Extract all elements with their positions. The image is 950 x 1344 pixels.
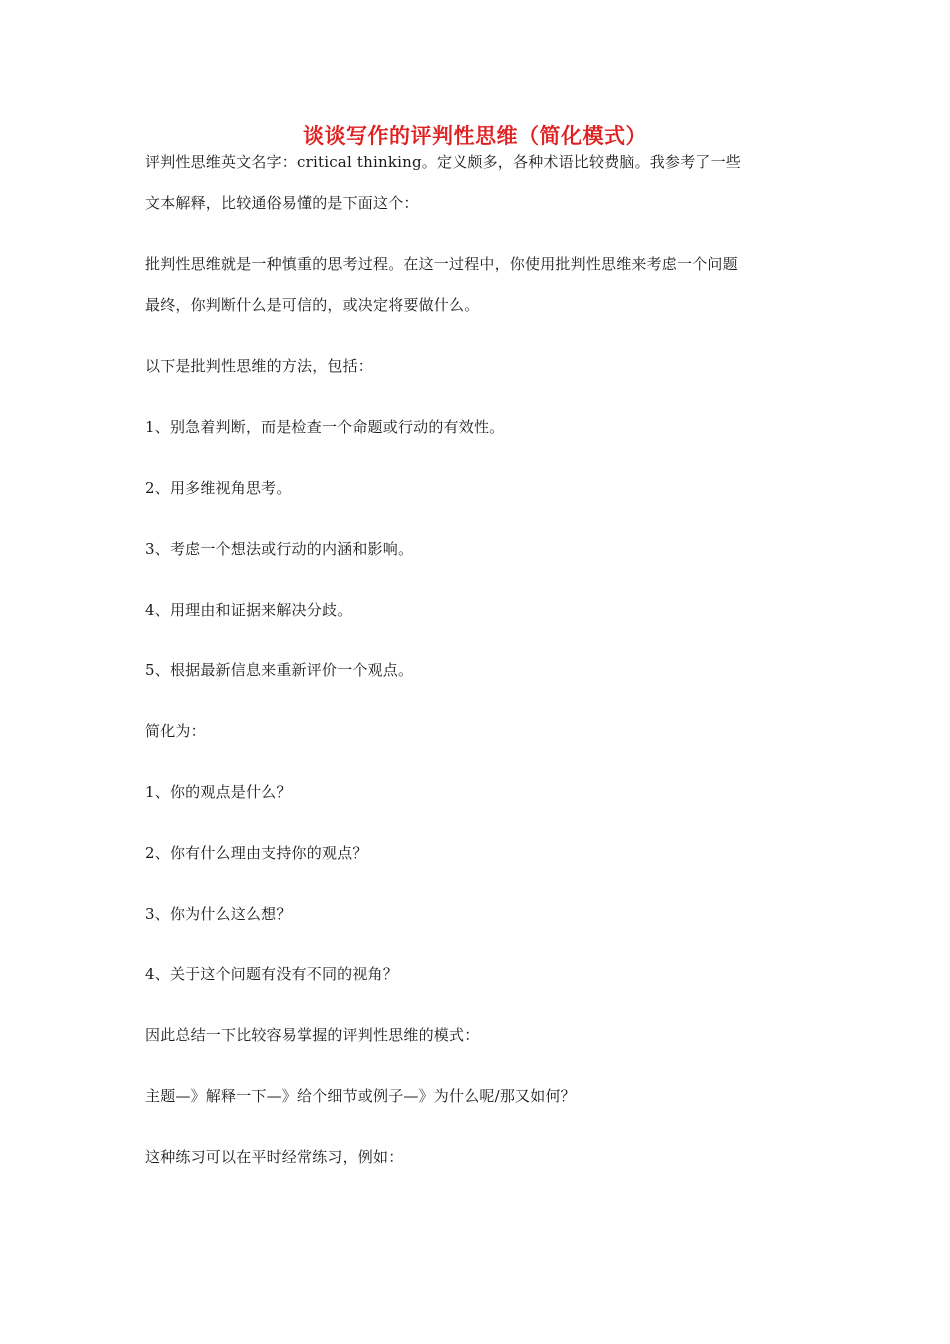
- body-line-4: 最终，你判断什么是可信的，或决定将要做什么。: [145, 296, 480, 314]
- question-item-4: 4、关于这个问题有没有不同的视角？: [145, 965, 398, 983]
- body-line-5: 以下是批判性思维的方法，包括：: [145, 357, 374, 375]
- body-line-3: 批判性思维就是一种慎重的思考过程。在这一过程中，你使用批判性思维来考虑一个问题: [145, 255, 738, 273]
- list-item-5: 5、根据最新信息来重新评价一个观点。: [145, 661, 414, 679]
- question-item-2: 2、你有什么理由支持你的观点？: [145, 844, 368, 862]
- question-item-3: 3、你为什么这么想？: [145, 905, 292, 923]
- body-line-practice: 这种练习可以在平时经常练习，例如：: [145, 1148, 404, 1166]
- question-item-1: 1、你的观点是什么？: [145, 783, 292, 801]
- list-item-4: 4、用理由和证据来解决分歧。: [145, 601, 353, 619]
- body-line-2: 文本解释，比较通俗易懂的是下面这个：: [145, 194, 419, 212]
- list-item-3: 3、考虑一个想法或行动的内涵和影响。: [145, 540, 414, 558]
- body-line-summary: 因此总结一下比较容易掌握的评判性思维的模式：: [145, 1026, 480, 1044]
- list-item-2: 2、用多维视角思考。: [145, 479, 292, 497]
- body-line-pattern: 主题—》解释一下—》给个细节或例子—》为什么呢/那又如何？: [145, 1087, 576, 1105]
- list-item-1: 1、别急着判断，而是检查一个命题或行动的有效性。: [145, 418, 505, 436]
- page-title: 谈谈写作的评判性思维（简化模式）: [303, 123, 647, 148]
- body-line-simplified: 简化为：: [145, 722, 206, 740]
- body-line-1: 评判性思维英文名字：critical thinking。定义颇多，各种术语比较费脑。我参考了一些: [145, 153, 742, 171]
